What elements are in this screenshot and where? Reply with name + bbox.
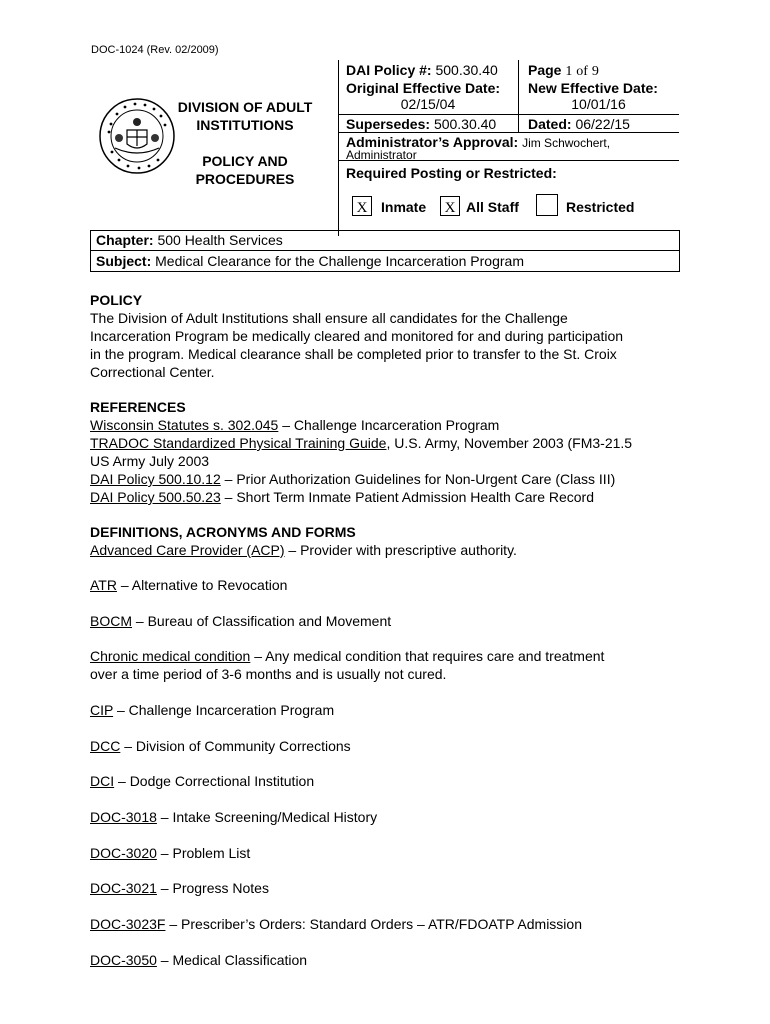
allstaff-label: All Staff: [466, 199, 519, 215]
definition-item: ATR – Alternative to Revocation: [90, 577, 288, 593]
new-eff-label: New Effective Date:: [528, 80, 658, 96]
definition-item: DOC-3018 – Intake Screening/Medical History: [90, 809, 378, 825]
definition-term: DCI: [90, 773, 115, 789]
definition-item: BOCM – Bureau of Classification and Movement: [90, 613, 392, 629]
policy-line: The Division of Adult Institutions shall ensure all candidates for the Challenge: [90, 310, 568, 326]
definition-term[interactable]: DOC-3023F: [90, 916, 166, 932]
allstaff-checkbox[interactable]: X: [440, 196, 460, 216]
reference-item: US Army July 2003: [90, 453, 210, 469]
definition-item: DOC-3023F – Prescriber’s Orders: Standard Orders – ATR/FDOATP Admission: [90, 916, 582, 932]
restricted-checkbox[interactable]: [536, 194, 558, 216]
reference-link[interactable]: DAI Policy 500.10.12: [90, 471, 221, 487]
approval-cell: Administrator’s Approval: Jim Schwochert,: [346, 134, 611, 150]
chapter-row: Chapter: 500 Health Services: [96, 232, 283, 248]
reference-item: DAI Policy 500.10.12 – Prior Authorization Guidelines for Non-Urgent Care (Class III): [90, 471, 616, 487]
definition-term: DCC: [90, 738, 121, 754]
subject-row: Subject: Medical Clearance for the Challenge Incarceration Program: [96, 253, 524, 269]
definition-item: DCI – Dodge Correctional Institution: [90, 773, 315, 789]
org-name: DIVISION OF ADULT INSTITUTIONS: [177, 99, 313, 133]
definition-term[interactable]: DOC-3020: [90, 845, 157, 861]
definition-item: Advanced Care Provider (ACP) – Provider with prescriptive authority.: [90, 542, 517, 558]
definition-item: DCC – Division of Community Corrections: [90, 738, 351, 754]
reference-link[interactable]: TRADOC Standardized Physical Training Guide: [90, 435, 387, 451]
references-heading: REFERENCES: [90, 399, 186, 415]
policy-line: Correctional Center.: [90, 364, 215, 380]
definition-term[interactable]: DOC-3021: [90, 880, 157, 896]
state-seal-icon: [97, 96, 177, 176]
definition-item: DOC-3050 – Medical Classification: [90, 952, 308, 968]
form-id: DOC-1024 (Rev. 02/2009): [91, 44, 219, 56]
orig-eff-date: 02/15/04: [400, 96, 456, 112]
definition-item: DOC-3021 – Progress Notes: [90, 880, 269, 896]
definition-continuation: over a time period of 3-6 months and is usually not cured.: [90, 666, 447, 682]
inmate-checkbox[interactable]: X: [352, 196, 372, 216]
definition-term[interactable]: DOC-3018: [90, 809, 157, 825]
reference-item: Wisconsin Statutes s. 302.045 – Challenge Incarceration Program: [90, 417, 500, 433]
supersedes-cell: Supersedes: 500.30.40: [346, 116, 497, 132]
policy-heading: POLICY: [90, 292, 143, 308]
policy-line: in the program. Medical clearance shall be completed prior to transfer to the St. Croix: [90, 346, 617, 362]
page-cell: Page 1 of 9: [528, 62, 599, 79]
definition-term: ATR: [90, 577, 117, 593]
definition-term: CIP: [90, 702, 114, 718]
reference-item: TRADOC Standardized Physical Training Guide, U.S. Army, November 2003 (FM3-21.5: [90, 435, 633, 451]
orig-eff-label: Original Effective Date:: [346, 80, 501, 96]
posting-label: Required Posting or Restricted:: [346, 165, 557, 181]
dated-cell: Dated: 06/22/15: [528, 116, 630, 132]
approval-title: Administrator: [346, 148, 417, 162]
definition-term: BOCM: [90, 613, 132, 629]
definition-term[interactable]: DOC-3050: [90, 952, 157, 968]
restricted-label: Restricted: [566, 199, 635, 215]
policy-line: Incarceration Program be medically cleared and monitored for and during participation: [90, 328, 624, 344]
definition-term: Chronic medical condition: [90, 648, 251, 664]
reference-link[interactable]: DAI Policy 500.50.23: [90, 489, 221, 505]
new-eff-date: 10/01/16: [571, 96, 626, 112]
definition-term: Advanced Care Provider (ACP): [90, 542, 285, 558]
definition-item: CIP – Challenge Incarceration Program: [90, 702, 335, 718]
definitions-heading: DEFINITIONS, ACRONYMS AND FORMS: [90, 524, 356, 540]
definition-item: DOC-3020 – Problem List: [90, 845, 251, 861]
policy-number: 500.30.40: [435, 62, 498, 78]
policy-number-cell: DAI Policy #: 500.30.40: [346, 62, 498, 78]
reference-link[interactable]: Wisconsin Statutes s. 302.045: [90, 417, 279, 433]
doc-type: POLICY AND PROCEDURES: [195, 153, 295, 187]
definition-item: Chronic medical condition – Any medical condition that requires care and treatment: [90, 648, 605, 664]
reference-item: DAI Policy 500.50.23 – Short Term Inmate Patient Admission Health Care Record: [90, 489, 594, 505]
inmate-label: Inmate: [381, 199, 427, 215]
